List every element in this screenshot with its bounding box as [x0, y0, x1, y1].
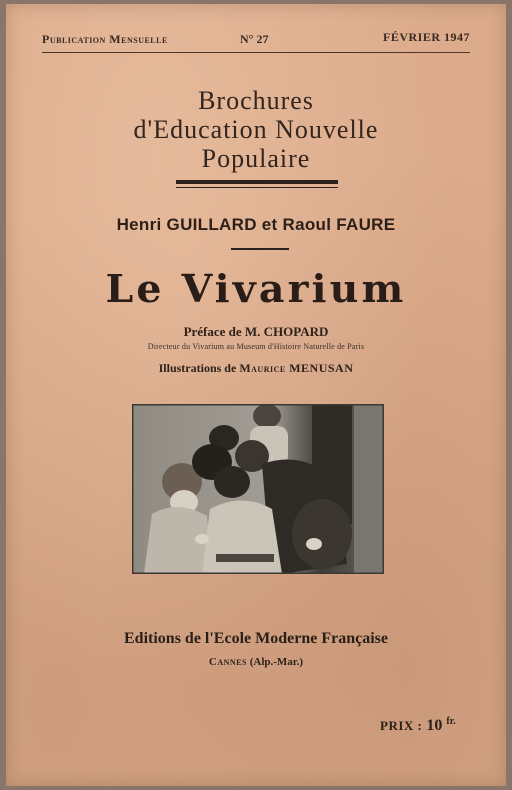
city-region: (Alp.-Mar.)	[249, 656, 304, 668]
issue-date: FÉVRIER 1947	[382, 30, 470, 44]
divider-thick	[176, 180, 338, 184]
preface-credit: Préface de M. CHOPARD	[183, 324, 329, 339]
cover-photograph	[132, 404, 384, 574]
divider-thin	[176, 187, 338, 188]
series-title	[6, 86, 506, 173]
publisher-name: Editions de l'Ecole Moderne Française	[124, 630, 388, 647]
illustrations-credit	[6, 361, 506, 376]
publication-frequency: Publication Mensuelle	[42, 32, 168, 46]
children-photo-image	[132, 404, 384, 574]
header-line	[42, 30, 470, 53]
illustrations-prefix: Illustrations de	[158, 361, 237, 375]
publisher-location	[6, 656, 506, 668]
divider-short	[231, 248, 289, 250]
authors: Henri GUILLARD et Raoul FAURE	[116, 215, 396, 234]
price-amount: 10	[426, 717, 443, 734]
series-line-1: Brochures	[198, 86, 314, 115]
price-currency: fr.	[446, 716, 456, 727]
price-label: PRIX :	[380, 718, 423, 733]
price	[380, 716, 456, 735]
illustrator-name: Maurice MENUSAN	[239, 361, 354, 375]
brochure-cover	[6, 4, 506, 786]
issue-number: N° 27	[240, 32, 269, 46]
series-line-2: d'Education Nouvelle	[133, 115, 379, 144]
preface-author-role: Directeur du Vivarium au Museum d'Histoire Naturelle de Paris	[147, 342, 365, 351]
city-name: Cannes	[208, 656, 247, 668]
book-title: Le Vivarium	[105, 266, 407, 311]
series-line-3: Populaire	[201, 144, 311, 173]
